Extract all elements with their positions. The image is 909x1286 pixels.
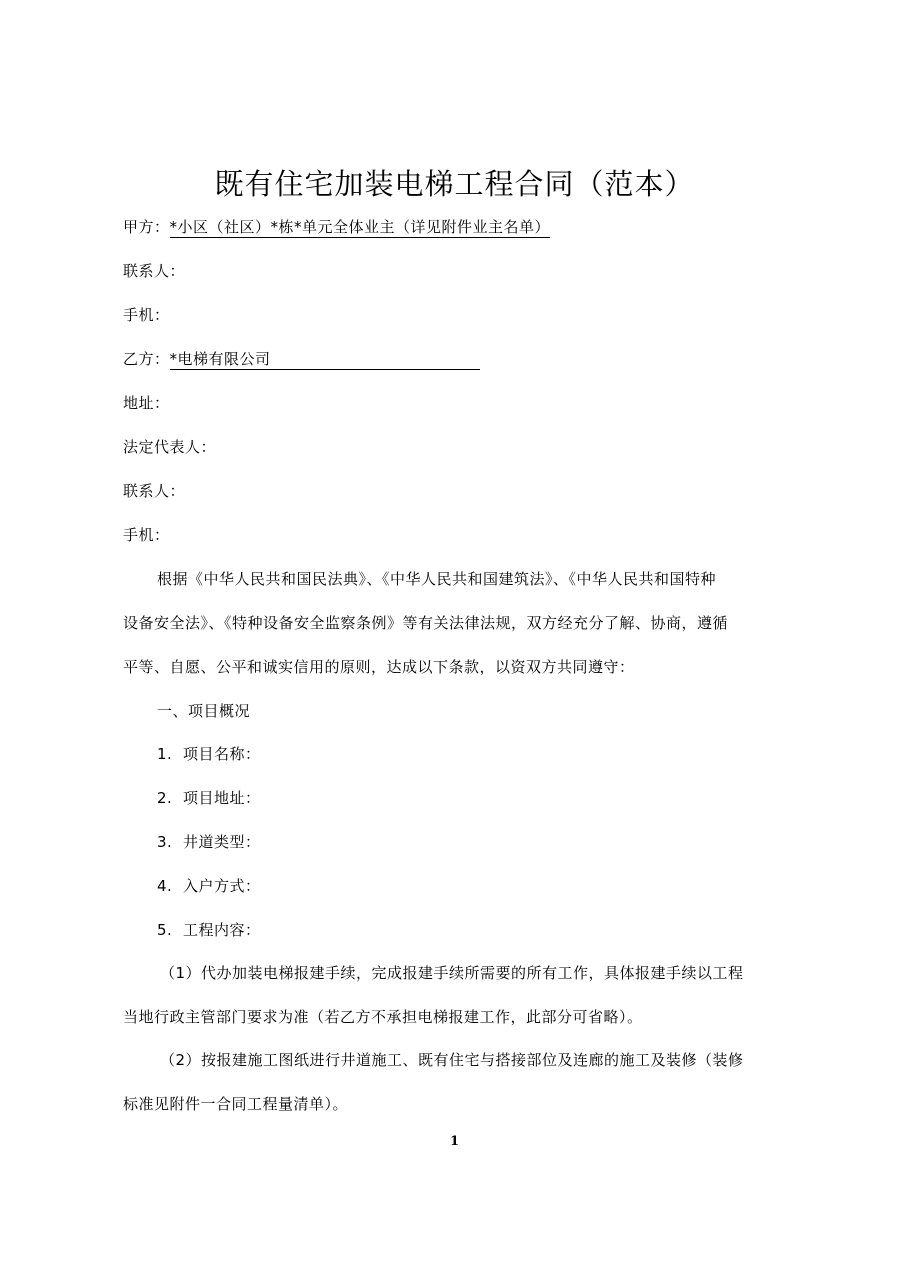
list-item [157, 788, 261, 808]
party-b-legal-rep: 法定代表人： [123, 438, 217, 456]
list-item [157, 876, 261, 896]
party-a-contact: 联系人： [123, 262, 186, 280]
list-item-number: 3. [157, 833, 173, 851]
list-item-label: 项目地址： [183, 789, 261, 807]
party-a-line [123, 217, 550, 237]
list-item-number: 1. [157, 745, 173, 763]
party-b-value: *电梯有限公司 [169, 350, 271, 368]
list-item-label: 入户方式： [183, 877, 261, 895]
party-a-label: 甲方： [123, 218, 170, 236]
party-b-phone: 手机： [123, 526, 170, 544]
party-a-value: *小区（社区）*栋*单元全体业主（详见附件业主名单） [169, 218, 551, 236]
list-item-number: 2. [157, 789, 173, 807]
section-heading: 一、项目概况 [157, 702, 251, 720]
list-item-number: 5. [157, 921, 173, 939]
preamble-line-3: 平等、自愿、公平和诚实信用的原则，达成以下条款，以资双方共同遵守： [123, 658, 635, 676]
list-item-label: 井道类型： [183, 833, 261, 851]
page-number: 1 [449, 1134, 460, 1149]
party-b-line [123, 349, 480, 370]
list-item-number: 4. [157, 877, 173, 895]
sub-item-2-line-1: （2）按报建施工图纸进行井道施工、既有住宅与搭接部位及连廊的施工及装修（装修 [160, 1051, 744, 1069]
list-item-label: 工程内容： [183, 921, 261, 939]
sub-item-1-line-1: （1）代办加装电梯报建手续，完成报建手续所需要的所有工作，具体报建手续以工程 [160, 964, 744, 982]
party-b-address: 地址： [123, 394, 170, 412]
preamble-line-1: 根据《中华人民共和国民法典》、《中华人民共和国建筑法》、《中华人民共和国特种 [157, 570, 717, 588]
party-a-phone: 手机： [123, 306, 170, 324]
preamble-line-2: 设备安全法》、《特种设备安全监察条例》等有关法律法规，双方经充分了解、协商，遵循 [123, 614, 729, 632]
page-title: 既有住宅加装电梯工程合同（范本） [214, 167, 695, 201]
list-item [157, 832, 261, 852]
sub-item-2-line-2: 标准见附件一合同工程量清单）。 [123, 1095, 349, 1113]
list-item [157, 744, 261, 764]
party-b-value-field [170, 349, 480, 370]
party-b-label: 乙方： [123, 350, 170, 368]
list-item [157, 920, 261, 940]
party-b-contact: 联系人： [123, 482, 186, 500]
list-item-label: 项目名称： [183, 745, 261, 763]
sub-item-1-line-2: 当地行政主管部门要求为准（若乙方不承担电梯报建工作，此部分可省略）。 [123, 1008, 643, 1026]
